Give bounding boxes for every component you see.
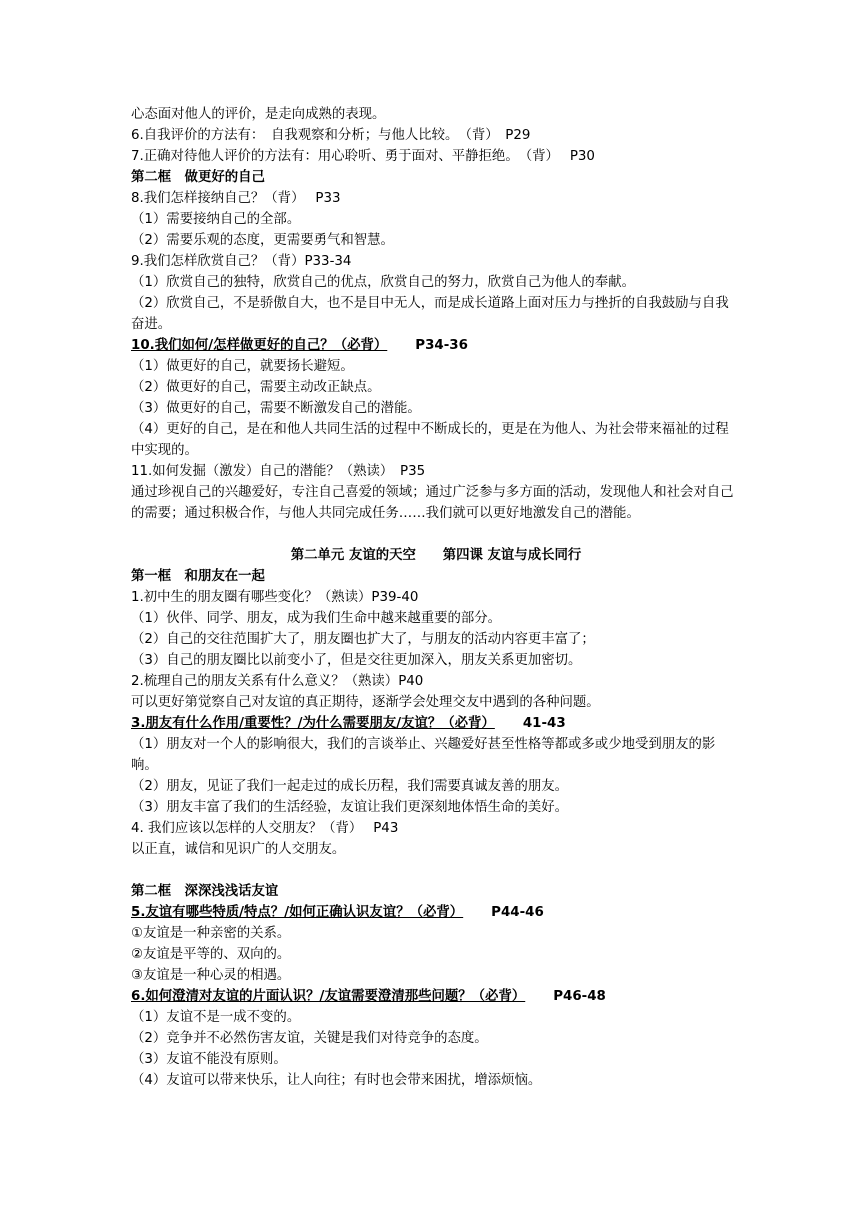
- answer-11: 通过珍视自己的兴趣爱好，专注自己喜爱的领域；通过广泛参与多方面的活动，发现他人和社会对自己的需要；通过积极合作，与他人共同完成任务……我们就可以更好地激发自己的潜能。: [131, 485, 734, 521]
- unit-2-question-6: [131, 986, 741, 1007]
- unit-2-frame-2-title: 第二框 深深浅浅话友谊: [131, 884, 279, 899]
- unit-2-question-3: [131, 713, 741, 734]
- unit-2-answer-1-2: （2）自己的交往范围扩大了，朋友圈也扩大了，与朋友的活动内容更丰富了；: [131, 632, 595, 647]
- unit-2-question-6-title: 6.如何澄清对友谊的片面认识？/友谊需要澄清那些问题？（必背）: [131, 989, 526, 1004]
- answer-8-1: （1）需要接纳自己的全部。: [131, 212, 301, 227]
- question-10: [131, 335, 741, 356]
- answer-8-2: （2）需要乐观的态度，更需要勇气和智慧。: [131, 233, 394, 248]
- answer-10-2: （2）做更好的自己，需要主动改正缺点。: [131, 380, 381, 395]
- question-10-title: 10.我们如何/怎样做更好的自己？（必背）: [131, 338, 388, 353]
- unit-2-answer-1-3: （3）自己的朋友圈比以前变小了，但是交往更加深入，朋友关系更加密切。: [131, 653, 582, 668]
- unit-2-answer-5-1: ①友谊是一种亲密的关系。: [131, 926, 291, 941]
- question-9: 9.我们怎样欣赏自己？（背）P33-34: [131, 254, 352, 269]
- unit-2-answer-6-3: （3）友谊不能没有原则。: [131, 1052, 287, 1067]
- question-6: 6.自我评价的方法有： 自我观察和分析；与他人比较。 （背） P29: [131, 128, 531, 143]
- answer-10-3: （3）做更好的自己，需要不断激发自己的潜能。: [131, 401, 421, 416]
- unit-2-answer-3-2: （2）朋友，见证了我们一起走过的成长历程，我们需要真诚友善的朋友。: [131, 779, 569, 794]
- answer-9-2: （2）欣赏自己，不是骄傲自大，也不是目中无人，而是成长道路上面对压力与挫折的自我鼓励与自我奋进。: [131, 296, 729, 332]
- unit-2-frame-1-title: 第一框 和朋友在一起: [131, 569, 265, 584]
- unit-2-question-5: [131, 902, 741, 923]
- unit-2-answer-5-3: ③友谊是一种心灵的相遇。: [131, 968, 291, 983]
- unit-2-answer-4: 以正直，诚信和见识广的人交朋友。: [131, 842, 346, 857]
- unit-2-question-5-title: 5.友谊有哪些特质/特点？/如何正确认识友谊？（必背）: [131, 905, 464, 920]
- unit-2-question-3-title: 3.朋友有什么作用/重要性？/为什么需要朋友/友谊？（必背）: [131, 716, 495, 731]
- answer-9-1: （1）欣赏自己的独特，欣赏自己的优点，欣赏自己的努力，欣赏自己为他人的奉献。: [131, 275, 635, 290]
- unit-2-question-1: 1.初中生的朋友圈有哪些变化？（熟读）P39-40: [131, 590, 419, 605]
- unit-2-answer-3-3: （3）朋友丰富了我们的生活经验，友谊让我们更深刻地体悟生命的美好。: [131, 800, 569, 815]
- unit-2-question-5-page: P44-46: [491, 905, 544, 920]
- unit-2-answer-2: 可以更好第觉察自己对友谊的真正期待，逐渐学会处理交友中遇到的各种问题。: [131, 695, 600, 710]
- document-page: [131, 104, 741, 1091]
- answer-10-4: （4）更好的自己，是在和他人共同生活的过程中不断成长的，更是在为他人、为社会带来福祉的过程中实现的。: [131, 422, 729, 458]
- frame-2-title: 第二框 做更好的自己: [131, 170, 265, 185]
- answer-10-1: （1）做更好的自己，就要扬长避短。: [131, 359, 354, 374]
- unit-2-answer-5-2: ②友谊是平等的、双向的。: [131, 947, 291, 962]
- question-11: 11.如何发掘（激发）自己的潜能？（熟读） P35: [131, 464, 426, 479]
- unit-2-answer-6-4: （4）友谊可以带来快乐，让人向往；有时也会带来困扰，增添烦恼。: [131, 1073, 542, 1088]
- unit-2-question-4: 4. 我们应该以怎样的人交朋友？（背） P43: [131, 821, 399, 836]
- unit-2-question-6-page: P46-48: [553, 989, 606, 1004]
- unit-2-answer-6-2: （2）竞争并不必然伤害友谊，关键是我们对待竞争的态度。: [131, 1031, 488, 1046]
- unit-2-heading: 第二单元 友谊的天空 第四课 友谊与成长同行: [290, 548, 582, 563]
- unit-2-question-2: 2.梳理自己的朋友关系有什么意义？（熟读）P40: [131, 674, 424, 689]
- unit-2-answer-6-1: （1）友谊不是一成不变的。: [131, 1010, 301, 1025]
- intro-tail: 心态面对他人的评价，是走向成熟的表现。: [131, 107, 386, 122]
- question-7: 7.正确对待他人评价的方法有：用心聆听、勇于面对、平静拒绝。 （背） P30: [131, 149, 595, 164]
- unit-2-answer-3-1: （1）朋友对一个人的影响很大，我们的言谈举止、兴趣爱好甚至性格等都或多或少地受到朋友的影响。: [131, 737, 716, 773]
- unit-2-question-3-page: 41-43: [522, 716, 566, 731]
- question-8: 8.我们怎样接纳自己？（背） P33: [131, 191, 341, 206]
- question-10-page: P34-36: [415, 338, 468, 353]
- unit-2-answer-1-1: （1）伙伴、同学、朋友，成为我们生命中越来越重要的部分。: [131, 611, 502, 626]
